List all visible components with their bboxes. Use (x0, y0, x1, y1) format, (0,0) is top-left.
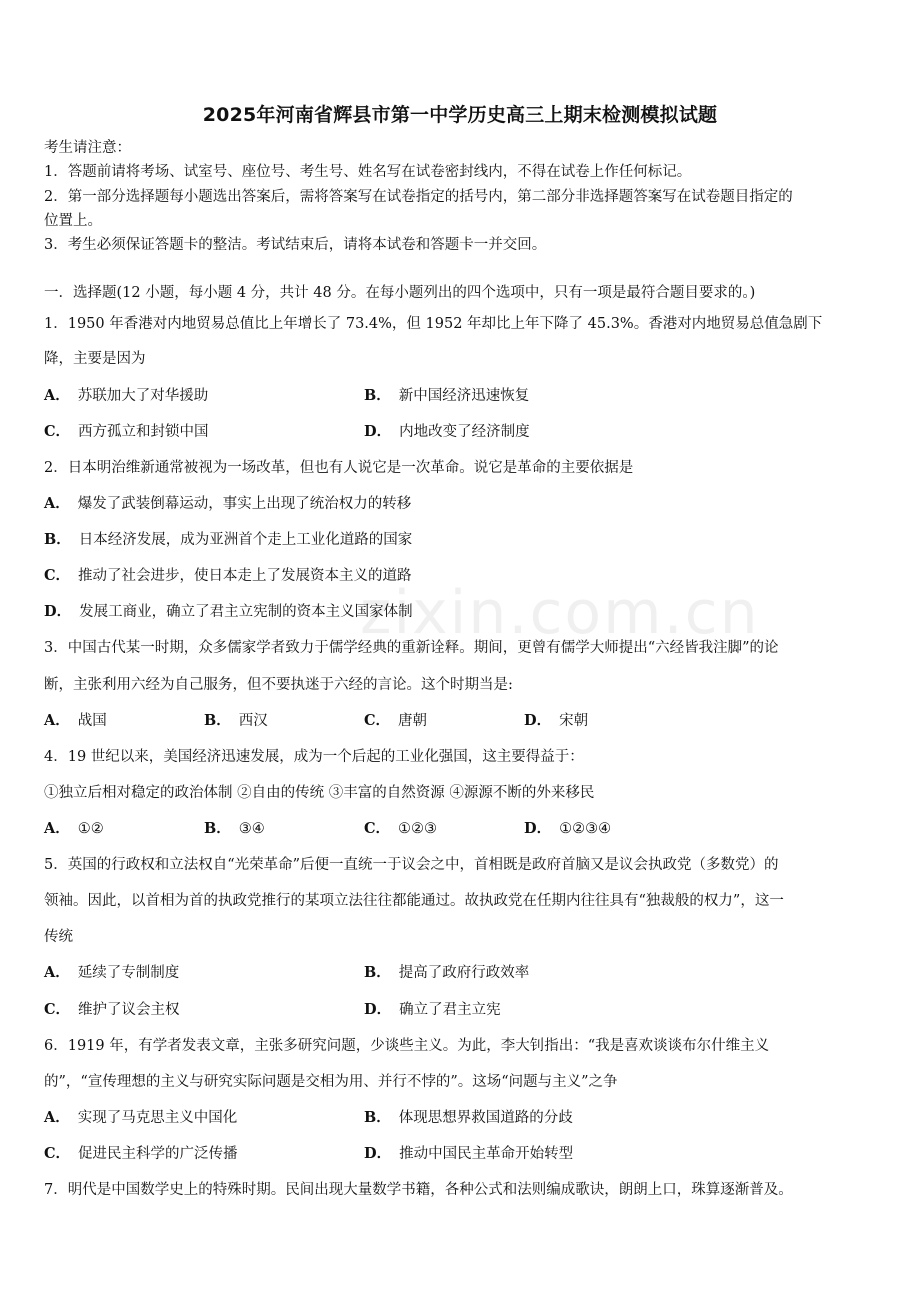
option-letter: B． (364, 387, 391, 404)
option-letter: D． (364, 1001, 392, 1018)
option-text: 延续了专制制度 (77, 965, 180, 981)
question-3-option-a[interactable] (44, 711, 107, 731)
option-letter: B． (44, 531, 71, 548)
question-1-text: 降，主要是因为 (44, 351, 146, 367)
question-1-option-b[interactable] (364, 386, 529, 406)
question-7-text: 7．明代是中国数学史上的特殊时期。民间出现大量数学书籍，各种公式和法则编成歌诀，朗朗上口，珠算逐渐普及。 (44, 1182, 793, 1198)
question-6-option-a[interactable] (44, 1108, 237, 1128)
watermark: zixin.com.cn (360, 578, 760, 648)
option-letter: D． (364, 1145, 392, 1162)
question-5-option-a[interactable] (44, 963, 179, 983)
question-6-text: 的”，“宣传理想的主义与研究实际问题是交相为用、并行不悖的”。这场“问题与主义”之争 (44, 1074, 618, 1090)
option-text: ①②③ (398, 821, 438, 837)
question-6-option-d[interactable] (364, 1144, 573, 1164)
question-1-option-d[interactable] (364, 422, 530, 442)
option-letter: C． (44, 567, 71, 584)
option-letter: B． (204, 712, 231, 729)
option-letter: C． (44, 423, 71, 440)
question-4-option-b[interactable] (204, 819, 265, 839)
question-3-option-b[interactable] (204, 711, 268, 731)
option-letter: C． (44, 1145, 71, 1162)
option-letter: A． (44, 820, 70, 837)
question-2-option-d[interactable] (44, 602, 413, 622)
option-letter: D． (44, 603, 72, 620)
question-5-text: 5．英国的行政权和立法权自“光荣革命”后便一直统一于议会之中，首相既是政府首脑又是议会执政党（多数党）的 (44, 857, 779, 873)
question-4-option-c[interactable] (364, 819, 437, 839)
question-5-option-b[interactable] (364, 963, 529, 983)
option-text: 战国 (77, 713, 107, 729)
option-letter: A． (44, 1109, 70, 1126)
question-4-text: 4．19 世纪以来，美国经济迅速发展，成为一个后起的工业化强国，这主要得益于： (44, 749, 584, 765)
option-letter: A． (44, 964, 70, 981)
question-5-option-d[interactable] (364, 1000, 501, 1020)
question-1-text: 1．1950 年香港对内地贸易总值比上年增长了 73.4%，但 1952 年却比上年下降了 45.3%。香港对内地贸易总值急剧下 (44, 316, 823, 332)
question-2-text: 2．日本明治维新通常被视为一场改革，但也有人说它是一次革命。说它是革命的主要依据是 (44, 460, 634, 476)
question-6-text: 6．1919 年，有学者发表文章，主张多研究问题，少谈些主义。为此，李大钊指出：“我是喜欢谈谈布尔什维主义 (44, 1038, 770, 1054)
option-text: 内地改变了经济制度 (399, 424, 530, 440)
option-text: 确立了君主立宪 (399, 1002, 501, 1018)
notice-item: 2．第一部分选择题每小题选出答案后，需将答案写在试卷指定的括号内，第二部分非选择题答案写在试卷题目指定的 (44, 189, 793, 205)
option-letter: D． (364, 423, 392, 440)
question-1-option-a[interactable] (44, 386, 208, 406)
question-4-option-d[interactable] (524, 819, 611, 839)
question-5-text: 领袖。因此，以首相为首的执政党推行的某项立法往往都能通过。故执政党在任期内往往具有“独裁般的权力”，这一 (44, 893, 784, 909)
option-text: 西方孤立和封锁中国 (78, 424, 209, 440)
option-letter: B． (364, 964, 391, 981)
question-4-option-a[interactable] (44, 819, 104, 839)
question-3-text: 3．中国古代某一时期，众多儒家学者致力于儒学经典的重新诠释。期间，更曾有儒学大师提出“六经皆我注脚”的论 (44, 640, 779, 656)
option-letter: C． (364, 820, 391, 837)
option-text: 实现了马克思主义中国化 (77, 1110, 238, 1126)
option-text: 维护了议会主权 (78, 1002, 180, 1018)
question-1-option-c[interactable] (44, 422, 209, 442)
option-text: 体现思想界救国道路的分歧 (398, 1110, 573, 1126)
option-text: 促进民主科学的广泛传播 (78, 1146, 238, 1162)
notice-item: 位置上。 (44, 213, 102, 229)
question-2-option-b[interactable] (44, 530, 412, 550)
question-3-option-c[interactable] (364, 711, 427, 731)
option-text: 发展工商业，确立了君主立宪制的资本主义国家体制 (79, 604, 413, 620)
option-text: 西汉 (238, 713, 268, 729)
question-5-text: 传统 (44, 929, 73, 945)
option-text: ③④ (238, 821, 265, 837)
option-letter: A． (44, 495, 70, 512)
option-text: 唐朝 (398, 713, 428, 729)
option-letter: C． (44, 1001, 71, 1018)
question-3-text: 断，主张利用六经为自己服务，但不要执迷于六经的言论。这个时期当是: (44, 677, 513, 693)
question-3-option-d[interactable] (524, 711, 588, 731)
option-letter: A． (44, 712, 70, 729)
option-text: 新中国经济迅速恢复 (398, 388, 530, 404)
question-2-option-c[interactable] (44, 566, 412, 586)
option-letter: B． (364, 1109, 391, 1126)
question-5-option-c[interactable] (44, 1000, 180, 1020)
option-text: ①②③④ (559, 821, 612, 837)
question-6-option-c[interactable] (44, 1144, 238, 1164)
option-text: 爆发了武装倒幕运动，事实上出现了统治权力的转移 (77, 496, 412, 512)
option-text: 日本经济发展，成为亚洲首个走上工业化道路的国家 (78, 532, 413, 548)
notice-item: 3．考生必须保证答题卡的整洁。考试结束后，请将本试卷和答题卡一并交回。 (44, 237, 547, 253)
question-6-option-b[interactable] (364, 1108, 573, 1128)
section-heading: 一．选择题(12 小题，每小题 4 分，共计 48 分。在每小题列出的四个选项中，只有一项是最符合题目要求的。) (44, 285, 756, 301)
option-letter: B． (204, 820, 231, 837)
option-text: 苏联加大了对华援助 (77, 388, 209, 404)
option-letter: D． (524, 820, 552, 837)
option-letter: D． (524, 712, 552, 729)
option-letter: C． (364, 712, 391, 729)
notice-heading: 考生请注意： (44, 140, 131, 156)
notice-item: 1．答题前请将考场、试室号、座位号、考生号、姓名写在试卷密封线内，不得在试卷上作任何标记。 (44, 164, 692, 180)
question-4-text: ①独立后相对稳定的政治体制 ②自由的传统 ③丰富的自然资源 ④源源不断的外来移民 (44, 785, 595, 801)
page-title: 2025年河南省辉县市第一中学历史高三上期末检测模拟试题 (202, 104, 718, 126)
option-text: ①② (77, 821, 104, 837)
option-text: 推动中国民主革命开始转型 (399, 1146, 574, 1162)
option-text: 推动了社会进步，使日本走上了发展资本主义的道路 (78, 568, 412, 584)
option-text: 宋朝 (559, 713, 589, 729)
option-text: 提高了政府行政效率 (398, 965, 530, 981)
option-letter: A． (44, 387, 70, 404)
question-2-option-a[interactable] (44, 494, 411, 514)
